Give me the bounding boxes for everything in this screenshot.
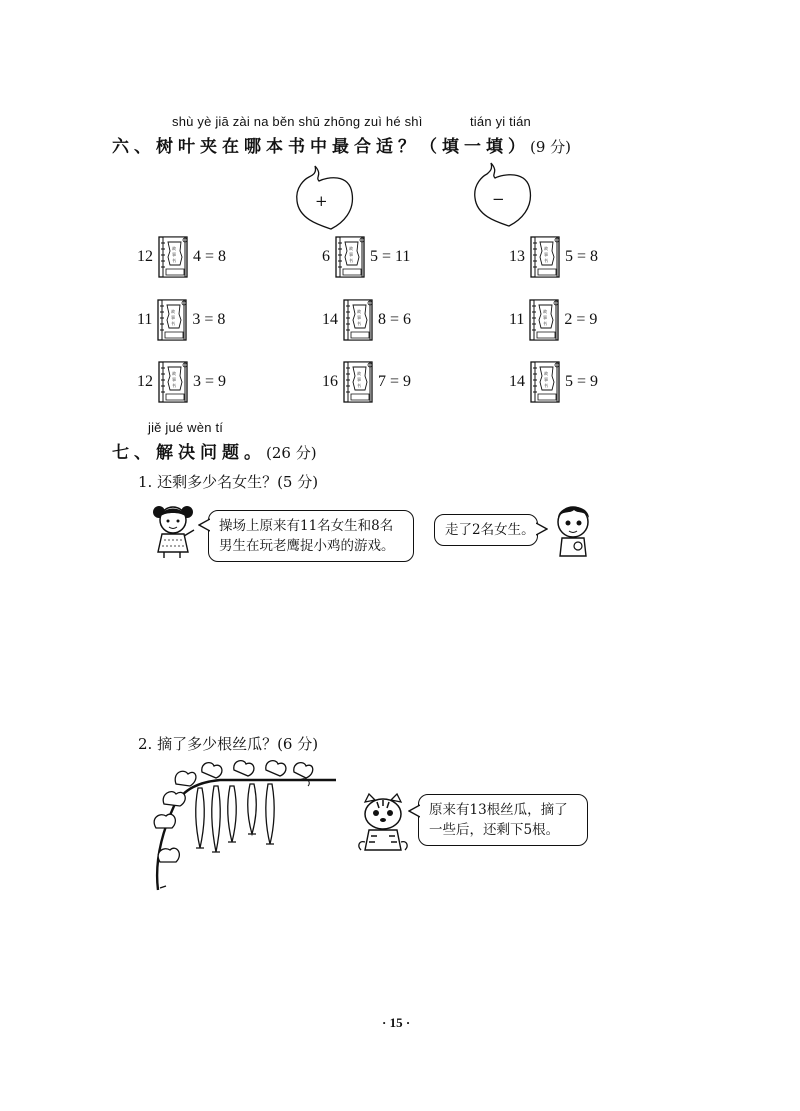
equation-7 xyxy=(137,360,226,404)
pinyin-line-3: jiě jué wèn tí xyxy=(148,420,224,435)
equation-right: 5 = 9 xyxy=(565,373,599,390)
equation-right: 7 = 9 xyxy=(378,373,412,390)
section-7-points: (26 分) xyxy=(266,444,317,462)
storybook-icon[interactable] xyxy=(156,235,190,279)
speech-bubble-tiger: 原来有13根丝瓜，摘了一些后，还剩下5根。 xyxy=(418,794,588,846)
question-1: 1. 还剩多少名女生？(5 分) xyxy=(138,473,319,491)
equation-left: 11 xyxy=(137,311,153,328)
speech-bubble-girl: 操场上原来有11名女生和8名男生在玩老鹰捉小鸡的游戏。 xyxy=(208,510,414,562)
equation-2 xyxy=(322,235,410,279)
equation-left: 16 xyxy=(322,373,338,390)
section-7-title: 七、解决问题。 xyxy=(112,443,266,463)
storybook-icon[interactable] xyxy=(341,360,375,404)
leaf-plus-sign: + xyxy=(315,192,328,210)
leaf-minus-sign: − xyxy=(492,190,505,208)
equation-8 xyxy=(322,360,411,404)
equation-right: 3 = 9 xyxy=(193,373,227,390)
storybook-icon[interactable] xyxy=(528,360,562,404)
equation-left: 14 xyxy=(509,373,525,390)
equation-9 xyxy=(509,360,598,404)
section-7-heading xyxy=(112,438,317,463)
speech-bubble-boy: 走了2名女生。 xyxy=(434,514,538,546)
section-6-title: 六、树叶夹在哪本书中最合适？（填一填） xyxy=(112,137,530,157)
storybook-icon[interactable] xyxy=(527,298,561,342)
equation-left: 11 xyxy=(509,311,525,328)
equation-right: 5 = 11 xyxy=(370,248,411,265)
page-number: · 15 · xyxy=(382,1015,411,1030)
storybook-icon[interactable] xyxy=(528,235,562,279)
luffa-vine-icon xyxy=(150,758,340,894)
section-6-heading xyxy=(112,132,571,157)
bubble-tail-left-icon xyxy=(408,804,420,818)
equation-left: 6 xyxy=(322,248,330,265)
equation-right: 8 = 6 xyxy=(378,311,412,328)
equation-5 xyxy=(322,298,411,342)
storybook-icon[interactable] xyxy=(156,360,190,404)
bubble-tail-left-icon xyxy=(198,518,210,532)
tiger-icon xyxy=(355,792,411,856)
section-6-points: (9 分) xyxy=(530,138,572,156)
equation-4 xyxy=(137,298,225,342)
pinyin-line-1: shù yè jiā zài na běn shū zhōng zuì hé shì xyxy=(172,114,423,129)
equation-left: 12 xyxy=(137,248,153,265)
equation-3 xyxy=(509,235,598,279)
boy-icon xyxy=(548,500,598,558)
bubble-tail-right-icon xyxy=(536,522,548,536)
equation-right: 5 = 8 xyxy=(565,248,599,265)
pinyin-line-2: tián yi tián xyxy=(470,114,531,129)
equation-left: 12 xyxy=(137,373,153,390)
equation-right: 2 = 9 xyxy=(564,311,598,328)
equation-right: 3 = 8 xyxy=(192,311,226,328)
equation-left: 14 xyxy=(322,311,338,328)
equation-1 xyxy=(137,235,226,279)
equation-6 xyxy=(509,298,597,342)
girl-icon xyxy=(150,500,200,560)
question-2: 2. 摘了多少根丝瓜？(6 分) xyxy=(138,735,319,753)
storybook-icon[interactable] xyxy=(333,235,367,279)
equation-right: 4 = 8 xyxy=(193,248,227,265)
storybook-icon[interactable] xyxy=(155,298,189,342)
storybook-icon[interactable] xyxy=(341,298,375,342)
equation-left: 13 xyxy=(509,248,525,265)
